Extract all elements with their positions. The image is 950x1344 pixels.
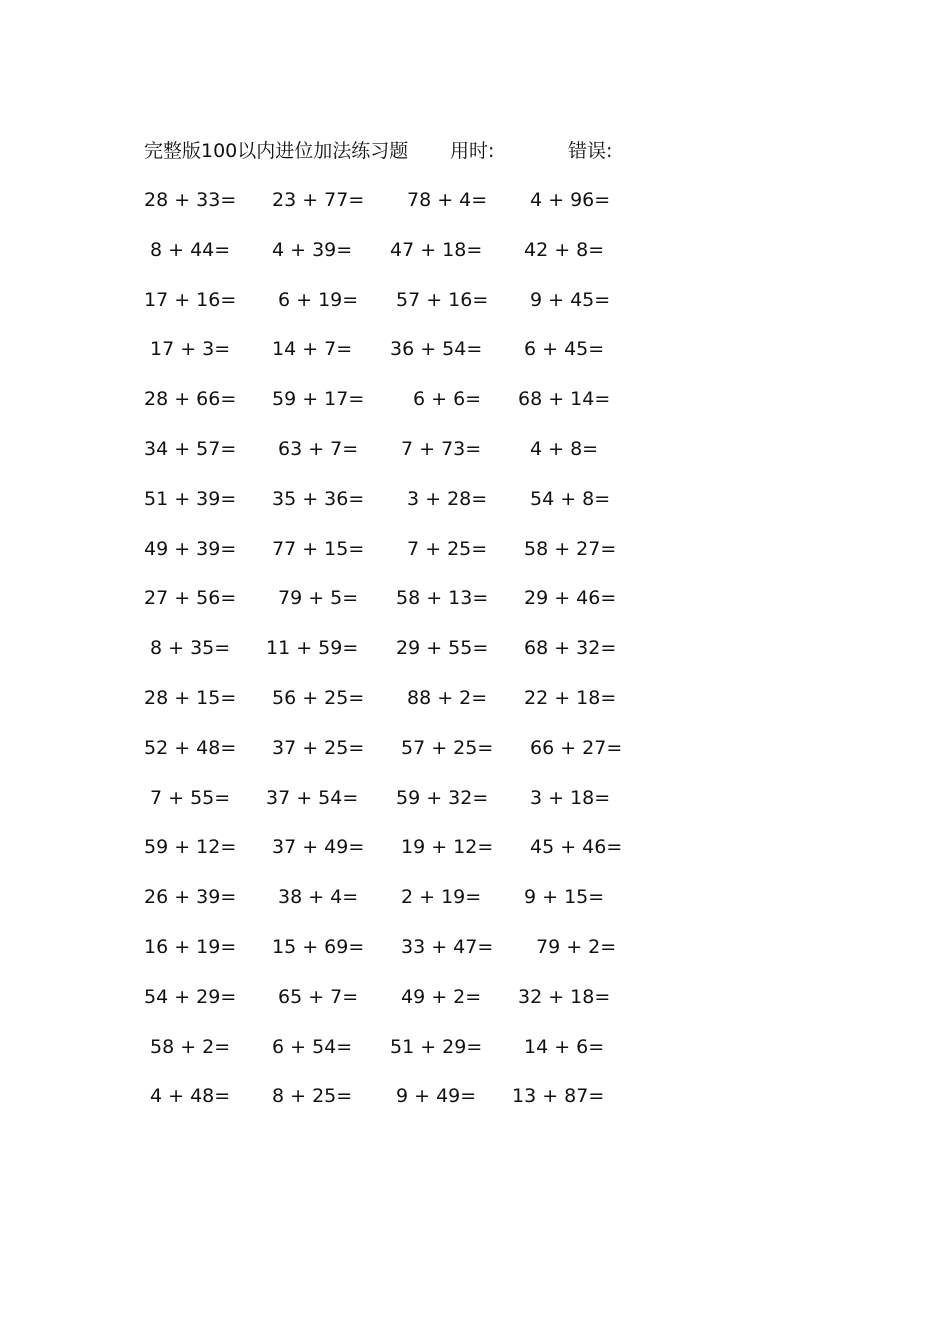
problem-row — [0, 785, 950, 835]
problem-item: 9 + 49= — [396, 1085, 477, 1108]
problem-item: 37 + 54= — [266, 786, 359, 809]
problem-item: 28 + 15= — [144, 686, 237, 709]
problem-item: 9 + 45= — [530, 288, 611, 311]
problem-item: 88 + 2= — [407, 686, 488, 709]
problem-item: 78 + 4= — [407, 189, 488, 211]
problem-item: 37 + 25= — [272, 736, 365, 759]
problem-item: 58 + 27= — [524, 537, 617, 560]
problem-item: 17 + 16= — [144, 288, 237, 311]
problem-item: 45 + 46= — [530, 836, 623, 859]
problem-item: 63 + 7= — [278, 437, 359, 460]
problem-item: 7 + 25= — [407, 537, 488, 560]
problem-row — [0, 984, 950, 1034]
worksheet-header — [144, 138, 664, 164]
problem-row — [0, 187, 950, 237]
problem-row — [0, 934, 950, 984]
problem-row — [0, 536, 950, 586]
problem-item: 79 + 5= — [278, 587, 359, 610]
problem-item: 35 + 36= — [272, 487, 365, 510]
problem-item: 8 + 25= — [272, 1085, 353, 1108]
problem-item: 3 + 28= — [407, 487, 488, 510]
problem-item: 27 + 56= — [144, 587, 237, 610]
time-label: 用时: — [450, 140, 495, 162]
problem-item: 8 + 35= — [150, 637, 231, 660]
problem-row — [0, 436, 950, 486]
problem-row — [0, 1034, 950, 1084]
problem-item: 6 + 6= — [413, 388, 482, 411]
problem-row — [0, 834, 950, 884]
problem-item: 36 + 54= — [390, 338, 483, 361]
problem-item: 28 + 66= — [144, 388, 237, 411]
problem-row — [0, 336, 950, 386]
problem-row — [0, 237, 950, 287]
problem-item: 79 + 2= — [536, 935, 617, 958]
problem-item: 68 + 14= — [518, 388, 611, 411]
problem-row — [0, 287, 950, 337]
problem-item: 2 + 19= — [401, 886, 482, 909]
problem-item: 11 + 59= — [266, 637, 359, 660]
problem-row — [0, 635, 950, 685]
problem-item: 59 + 12= — [144, 836, 237, 859]
problem-item: 59 + 32= — [396, 786, 489, 809]
problem-item: 51 + 29= — [390, 1035, 483, 1058]
problem-item: 7 + 73= — [401, 437, 482, 460]
problem-item: 14 + 6= — [524, 1035, 605, 1058]
problem-item: 49 + 39= — [144, 537, 237, 560]
problem-item: 38 + 4= — [278, 886, 359, 909]
problem-item: 57 + 16= — [396, 288, 489, 311]
problem-item: 6 + 54= — [272, 1035, 353, 1058]
problem-item: 51 + 39= — [144, 487, 237, 510]
problem-item: 42 + 8= — [524, 238, 605, 261]
problem-item: 13 + 87= — [512, 1085, 605, 1108]
problem-item: 23 + 77= — [272, 189, 365, 211]
problem-item: 3 + 18= — [530, 786, 611, 809]
errors-label: 错误: — [568, 140, 613, 162]
problem-item: 4 + 48= — [150, 1085, 231, 1108]
problem-item: 56 + 25= — [272, 686, 365, 709]
problem-item: 15 + 69= — [272, 935, 365, 958]
problem-item: 14 + 7= — [272, 338, 353, 361]
problem-item: 6 + 19= — [278, 288, 359, 311]
problem-item: 22 + 18= — [524, 686, 617, 709]
problem-item: 8 + 44= — [150, 238, 231, 261]
problem-row — [0, 386, 950, 436]
problem-row — [0, 486, 950, 536]
problem-item: 54 + 29= — [144, 985, 237, 1008]
problem-item: 29 + 55= — [396, 637, 489, 660]
problem-item: 54 + 8= — [530, 487, 611, 510]
problem-item: 19 + 12= — [401, 836, 494, 859]
problem-item: 47 + 18= — [390, 238, 483, 261]
problem-row — [0, 585, 950, 635]
problem-item: 52 + 48= — [144, 736, 237, 759]
problem-item: 4 + 96= — [530, 189, 611, 211]
problem-item: 58 + 2= — [150, 1035, 231, 1058]
problem-row — [0, 884, 950, 934]
problem-grid — [0, 187, 950, 1133]
problem-item: 7 + 55= — [150, 786, 231, 809]
problem-item: 32 + 18= — [518, 985, 611, 1008]
problem-item: 37 + 49= — [272, 836, 365, 859]
problem-item: 49 + 2= — [401, 985, 482, 1008]
problem-row — [0, 1083, 950, 1133]
problem-item: 29 + 46= — [524, 587, 617, 610]
problem-item: 33 + 47= — [401, 935, 494, 958]
problem-item: 58 + 13= — [396, 587, 489, 610]
problem-item: 59 + 17= — [272, 388, 365, 411]
problem-item: 28 + 33= — [144, 189, 237, 211]
problem-item: 66 + 27= — [530, 736, 623, 759]
problem-item: 26 + 39= — [144, 886, 237, 909]
problem-item: 68 + 32= — [524, 637, 617, 660]
problem-item: 57 + 25= — [401, 736, 494, 759]
worksheet-title: 完整版100以内进位加法练习题 — [144, 140, 409, 162]
problem-item: 17 + 3= — [150, 338, 231, 361]
problem-item: 4 + 8= — [530, 437, 599, 460]
problem-item: 9 + 15= — [524, 886, 605, 909]
problem-row — [0, 735, 950, 785]
problem-item: 34 + 57= — [144, 437, 237, 460]
problem-item: 77 + 15= — [272, 537, 365, 560]
problem-item: 65 + 7= — [278, 985, 359, 1008]
problem-row — [0, 685, 950, 735]
problem-item: 6 + 45= — [524, 338, 605, 361]
problem-item: 4 + 39= — [272, 238, 353, 261]
problem-item: 16 + 19= — [144, 935, 237, 958]
